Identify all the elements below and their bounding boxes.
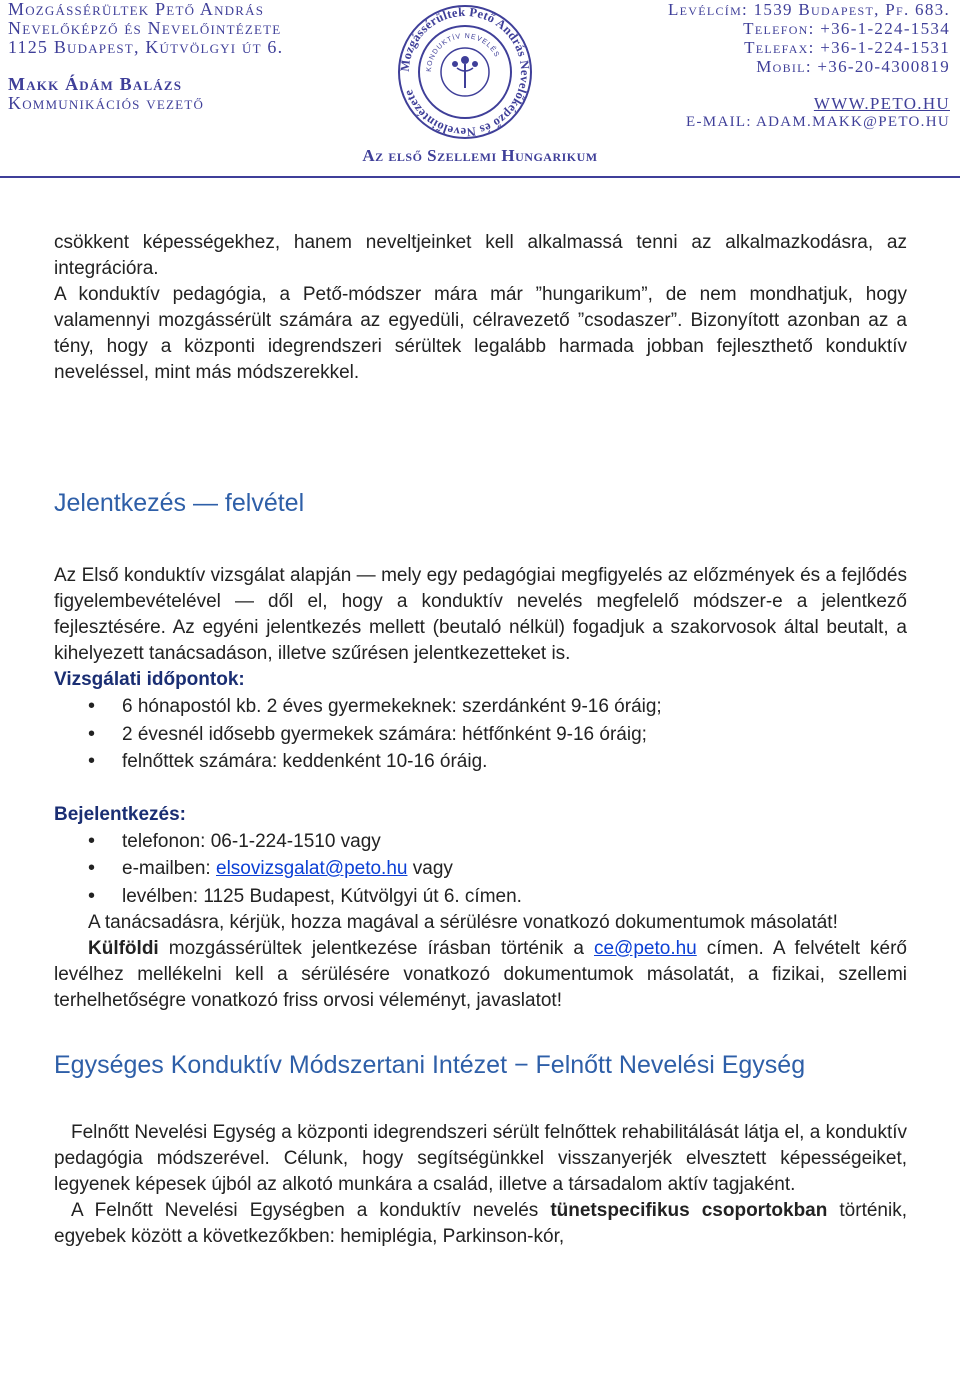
paragraph-5: Külföldi mozgássérültek jelentkezése írásban történik a ce@peto.hu címen. A felvételt kérő levélhez mellékelni kell a sérülésére vonatkozó dokumentumok másolatát, a fizikai, szellemi terhelhetőségre vonatkozó friss orvosi véleményt, javaslatot! — [54, 938, 907, 1011]
list-item-letter: • levélben: 1125 Budapest, Kútvölgyi út 6. címen. — [122, 883, 907, 911]
email-address[interactable]: E-MAIL: ADAM.MAKK@PETO.HU — [686, 114, 950, 130]
institution-name-line-1: Mozgássérültek Pető András — [8, 0, 265, 19]
paragraph-1: csökkent képességekhez, hanem neveltjeinket kell alkalmassá tenni az alkalmazkodásra, az integrációra. — [54, 232, 907, 279]
bejelentkezes-title: Bejelentkezés: — [54, 803, 187, 825]
institution-address: 1125 Budapest, Kútvölgyi út 6. — [8, 37, 284, 57]
list-item: • 6 hónapostól kb. 2 éves gyermekeknek: szerdánként 9-16 óráig; — [122, 693, 907, 721]
document-body — [54, 230, 907, 1250]
paragraph-2: A konduktív pedagógia, a Pető-módszer mára már ”hungarikum”, de nem mondhatjuk, hogy valamennyi mozgássérült számára az egyedüli, célravezető ”csodaszer”. Bizonyított azonban az a tény, hogy a központi idegrendszeri sérültek legalább harmada jobban fejleszthető konduktív neveléssel, mint más módszerekkel. — [54, 284, 907, 383]
section-heading-jelentkezes: Jelentkezés — felvétel — [54, 489, 305, 517]
mobile: Mobil: +36-20-4300819 — [756, 57, 950, 76]
institution-name-line-2: Nevelőképző és Nevelőintézete — [8, 18, 282, 38]
institution-block — [8, 0, 283, 113]
postal-address: Levélcím: 1539 Budapest, Pf. 683. — [667, 0, 950, 19]
email-link[interactable]: elsovizsgalat@peto.hu — [216, 858, 408, 879]
website-link[interactable]: WWW.PETO.HU — [813, 94, 950, 113]
person-title: Kommunikációs vezető — [8, 93, 205, 113]
svg-text:Mozgássérültek Pető András Nev: Mozgássérültek Pető András Nevelőképző és Nevelőintézete — [397, 4, 533, 140]
section-heading-felnott: Egységes Konduktív Módszertani Intézet − Felnőtt Nevelési Egység — [54, 1051, 806, 1079]
list-item-phone: • telefonon: 06-1-224-1510 vagy — [122, 828, 907, 856]
bejelentkezes-list — [54, 828, 907, 911]
paragraph-3: Az Első konduktív vizsgálat alapján — mely egy pedagógiai megfigyelés az előzmények és a fejlődés figyelembevételével — dől el, hogy a konduktív nevelés megfelelő módszer-e a jelentkező fejlesztésére. Az egyéni jelentkezés mellett (beutaló nélkül) fogadjuk a szakorvosok által beutalt, a kihelyezett tanácsadáson, illetve szűrésen jelentkezetteket is. — [54, 565, 907, 664]
vizsgalati-list — [54, 693, 907, 776]
foreign-email-link[interactable]: ce@peto.hu — [593, 938, 697, 959]
vizsgalati-title: Vizsgálati időpontok: — [54, 669, 245, 690]
svg-text:KONDUKTÍV NEVELÉS: KONDUKTÍV NEVELÉS — [425, 32, 501, 73]
paragraph-6: Felnőtt Nevelési Egység a központi idegrendszeri sérült felnőttek rehabilitálását látja el, a konduktív pedagógia módszerével. Célunk, hogy segítségünkkel visszanyerjék elvesztett képességeiket, legyenek képesek újból az alkotó munkára a család, illetve a társadalom aktív tagjaként. — [54, 1122, 907, 1195]
header-divider — [0, 176, 960, 178]
list-item: • 2 évesnél idősebb gyermekek számára: hétfőnként 9-16 óráig; — [122, 721, 907, 749]
tagline: Az első Szellemi Hungarikum — [362, 146, 598, 165]
list-item: • felnőttek számára: keddenként 10-16 óráig. — [122, 748, 907, 776]
paragraph-4: A tanácsadásra, kérjük, hozza magával a sérülésre vonatkozó dokumentumok másolatát! — [88, 912, 838, 933]
fax: Telefax: +36-1-224-1531 — [744, 38, 950, 57]
contact-block — [668, 0, 950, 132]
phone: Telefon: +36-1-224-1534 — [743, 19, 950, 38]
institution-seal-logo — [395, 2, 535, 142]
person-name: Makk Ádám Balázs — [8, 74, 183, 94]
letterhead — [0, 0, 960, 180]
list-item-email: • e-mailben: elsovizsgalat@peto.hu vagy — [122, 855, 907, 883]
paragraph-7: A Felnőtt Nevelési Egységben a konduktív nevelés tünetspecifikus csoportokban történik, egyebek között a következőkben: hemiplégia, Parkinson-kór, — [54, 1200, 907, 1247]
